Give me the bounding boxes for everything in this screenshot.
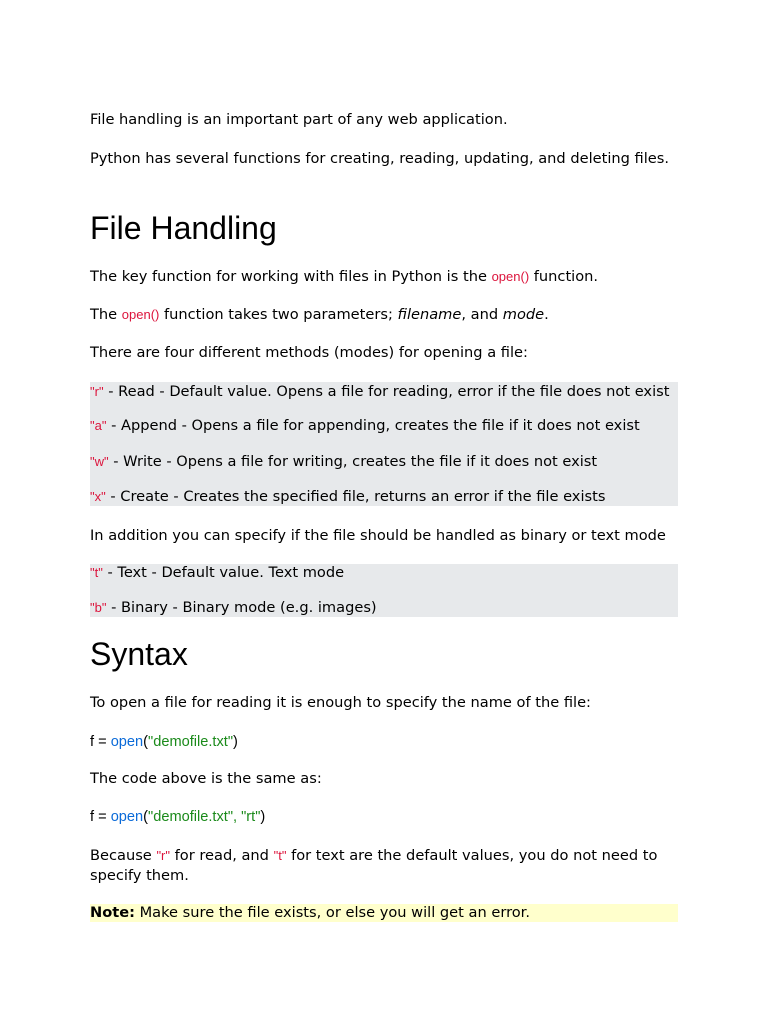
text-modes-panel <box>90 564 678 617</box>
file-handling-heading: File Handling <box>90 210 277 246</box>
syntax-heading: Syntax <box>90 636 188 672</box>
code-function: open <box>110 809 144 825</box>
mode-code: "t" <box>90 565 103 580</box>
mode-description: - Append - Opens a file for appending, creates the file if it does not exist <box>106 417 640 434</box>
mode-description: - Create - Creates the specified file, returns an error if the file exists <box>105 488 606 505</box>
inline-code-r: "r" <box>156 848 170 863</box>
mode-description: - Write - Opens a file for writing, creates the file if it does not exist <box>108 453 598 470</box>
inline-code-open: open() <box>491 269 530 284</box>
code-text: ) <box>260 809 266 825</box>
mode-description: - Read - Default value. Opens a file for reading, error if the file does not exist <box>103 383 670 400</box>
mode-code: "r" <box>90 384 104 399</box>
code-example-2 <box>90 807 678 827</box>
mode-item-x <box>90 487 678 507</box>
same-as-paragraph: The code above is the same as: <box>90 770 322 787</box>
text: , and <box>461 306 503 323</box>
mode-item-a <box>90 416 678 436</box>
mode-code: "b" <box>90 600 107 615</box>
intro-paragraph: File handling is an important part of any web application. <box>90 111 508 128</box>
text: function. <box>529 268 599 285</box>
mode-code: "x" <box>90 489 106 504</box>
text: . <box>544 306 549 323</box>
parameters-paragraph <box>90 305 678 325</box>
param-filename: filename <box>397 306 462 323</box>
because-paragraph <box>90 846 678 886</box>
mode-description: - Text - Default value. Text mode <box>102 564 345 581</box>
syntax-intro: To open a file for reading it is enough to specify the name of the file: <box>90 694 591 711</box>
note-box <box>90 904 678 922</box>
methods-intro: There are four different methods (modes) for opening a file: <box>90 344 528 361</box>
text: for text are the default values, you do not need to specify them. <box>90 847 658 884</box>
text: The <box>90 306 122 323</box>
mode-item-w <box>90 452 678 472</box>
code-text: ( <box>143 809 149 825</box>
text: Because <box>90 847 157 864</box>
note-text: Make sure the file exists, or else you will get an error. <box>134 904 530 921</box>
code-string: "demofile.txt" <box>148 809 234 825</box>
mode-description: - Binary - Binary mode (e.g. images) <box>106 599 377 616</box>
addition-paragraph: In addition you can specify if the file should be handled as binary or text mode <box>90 527 666 544</box>
modes-panel <box>90 382 678 506</box>
code-text: ) <box>233 734 238 750</box>
mode-item-b <box>90 598 678 618</box>
inline-code-open: open() <box>121 307 160 322</box>
inline-code-t: "t" <box>273 848 287 863</box>
text: function takes two parameters; <box>159 306 398 323</box>
mode-code: "a" <box>90 418 107 433</box>
mode-item-r <box>90 382 678 402</box>
note-label: Note: <box>90 904 135 921</box>
text: for read, and <box>170 847 274 864</box>
code-function: open <box>110 734 144 750</box>
text: The key function for working with files in Python is the <box>90 268 492 285</box>
code-text: ( <box>143 734 149 750</box>
param-mode: mode <box>502 306 545 323</box>
code-text: f = <box>90 809 111 825</box>
intro-paragraph-2: Python has several functions for creating, reading, updating, and deleting files. <box>90 150 670 167</box>
code-example-1 <box>90 732 678 752</box>
code-string: "demofile.txt" <box>148 734 234 750</box>
code-string: "rt" <box>241 809 261 825</box>
code-text: , <box>233 809 242 825</box>
mode-code: "w" <box>90 454 109 469</box>
code-text: f = <box>90 734 111 750</box>
key-function-paragraph <box>90 267 678 287</box>
mode-item-t <box>90 563 678 583</box>
